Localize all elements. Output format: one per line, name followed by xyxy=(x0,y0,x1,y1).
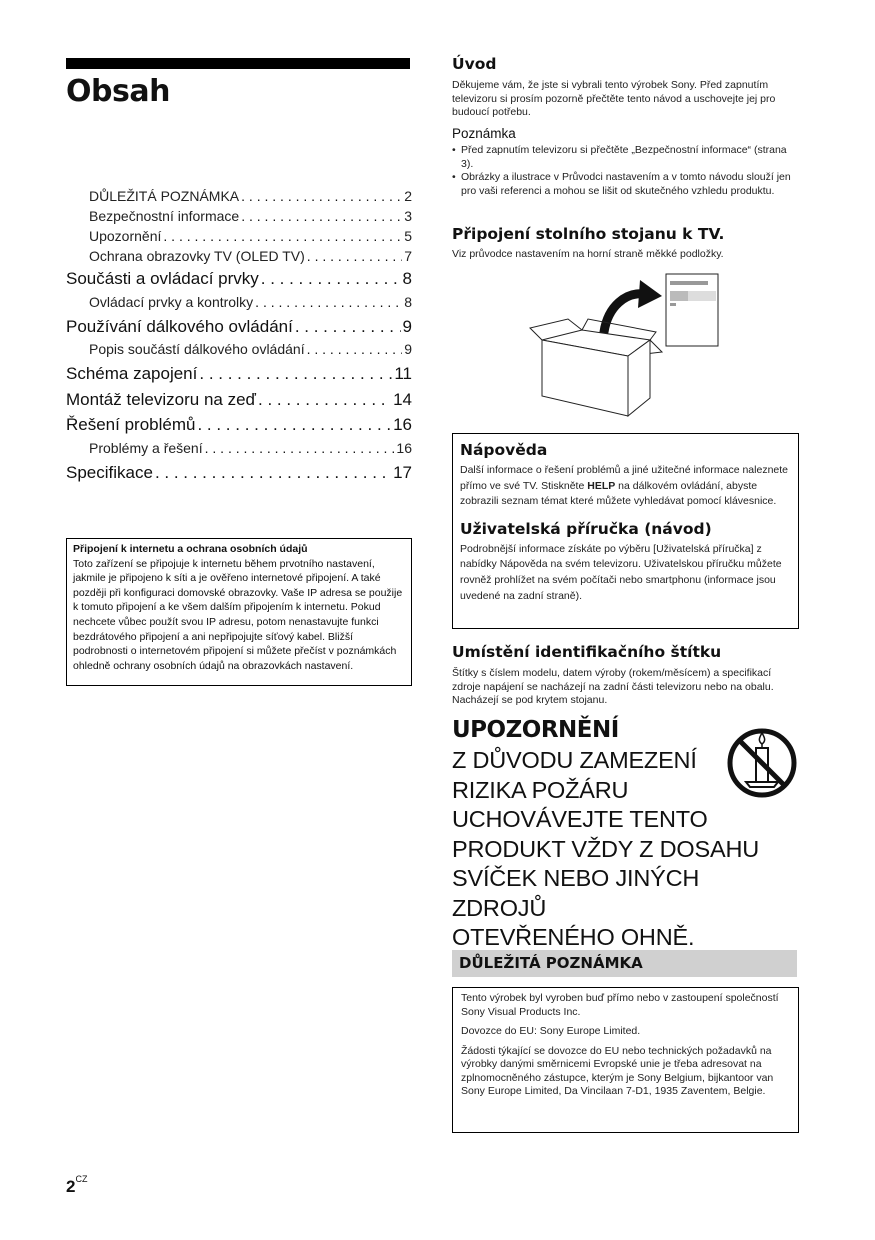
note-list xyxy=(452,144,797,198)
toc-entry-label: Montáž televizoru na zeď xyxy=(66,389,256,409)
warning-heading: UPOZORNĚNÍ xyxy=(452,717,619,743)
warning-line: RIZIKA POŽÁRU xyxy=(452,776,629,803)
toc-entry-page: 16 xyxy=(396,439,412,456)
toc-leader xyxy=(163,226,402,246)
important-note-box xyxy=(452,987,799,1133)
warning-line: SVÍČEK NEBO JINÝCH ZDROJŮ xyxy=(452,865,700,921)
note-item xyxy=(452,171,797,198)
help-text xyxy=(460,463,791,510)
box-setup-guide-illustration xyxy=(528,270,728,423)
toc-entry-page: 7 xyxy=(404,248,412,264)
important-note-paragraph: Dovozce do EU: Sony Europe Limited. xyxy=(461,1025,641,1037)
toc-entry[interactable] xyxy=(66,206,412,226)
toc-entry-label: Schéma zapojení xyxy=(66,364,198,383)
toc-entry[interactable] xyxy=(66,246,412,266)
toc-leader xyxy=(261,266,401,292)
help-box xyxy=(452,433,799,629)
toc-leader xyxy=(295,314,401,340)
toc-entry-label: Součásti a ovládací prvky xyxy=(66,269,259,288)
help-heading: Nápověda xyxy=(460,441,548,459)
toc-leader xyxy=(155,460,391,486)
warning-line: Z DŮVODU ZAMEZENÍ xyxy=(452,747,697,773)
internet-privacy-text: Toto zařízení se připojuje k internetu během prvotního nastavení, jakmile je připojeno k síti a je ověřeno internetové připojení. A také později při konfiguraci domovské obrazovky. Vaše IP adresa se použije k tomuto připojení a ke všem dalším připojením k internetu. Pokud nechcete vůbec použít svou IP adresu, potom nenastavujte funkci bezdrátového připojení a ani nepřipojujte síťový kabel. Bližší podrobnosti o internetovém připojení si můžete přečíst v poznámkách ohledně ochrany osobních údajů na obrazovkách nastavení. xyxy=(73,557,403,672)
stand-text: Viz průvodce nastavením na horní straně měkké podložky. xyxy=(452,248,724,260)
toc-entry[interactable] xyxy=(66,412,412,438)
toc-leader xyxy=(307,246,402,266)
toc-entry-label: Používání dálkového ovládání xyxy=(66,316,293,336)
toc-entry-page: 14 xyxy=(393,389,412,409)
toc-entry-page: 8 xyxy=(404,293,412,310)
heading-rule xyxy=(66,58,410,69)
toc-entry-label: Ovládací prvky a kontrolky xyxy=(89,293,254,310)
note-item xyxy=(452,144,797,171)
help-key-label: HELP xyxy=(587,479,616,492)
note-text: Obrázky a ilustrace v Průvodci nastavením a v tomto návodu slouží jen pro vaši referenci a mohou se lišit od skutečného vzhledu produktu. xyxy=(461,171,791,197)
toc-entry[interactable] xyxy=(66,186,412,206)
page-number xyxy=(66,1174,88,1197)
important-note-heading: DŮLEŽITÁ POZNÁMKA xyxy=(459,954,643,972)
note-heading: Poznámka xyxy=(452,126,516,141)
intro-text: Děkujeme vám, že jste si vybrali tento výrobek Sony. Před zapnutím televizoru si prosím pozorně přečtěte tento návod a uschovejte jej pro budoucí potřebu. xyxy=(452,79,776,119)
toc-entry-label: Specifikace xyxy=(66,462,153,482)
table-of-contents xyxy=(66,186,412,485)
toc-entry-page: 17 xyxy=(393,462,412,482)
toc-entry-page: 11 xyxy=(394,364,412,383)
toc-leader xyxy=(241,186,402,206)
toc-leader xyxy=(258,387,391,413)
bullet-icon: • xyxy=(452,144,456,156)
toc-entry-page: 5 xyxy=(404,228,412,244)
toc-entry-page: 16 xyxy=(393,415,412,434)
warning-line: OTEVŘENÉHO OHNĚ. xyxy=(452,924,695,950)
bullet-icon: • xyxy=(452,171,456,184)
internet-privacy-title: Připojení k internetu a ochrana osobních údajů xyxy=(73,543,308,555)
toc-leader xyxy=(199,361,392,387)
toc-leader xyxy=(255,292,402,312)
help-text-part: na dálkovém ovládání, abyste zobrazili seznam témat které můžete vyhledávat pomocí klávesnice. xyxy=(460,479,777,508)
toc-entry[interactable] xyxy=(66,438,412,458)
toc-entry-label: Upozornění xyxy=(89,228,162,244)
toc-entry-page: 8 xyxy=(402,269,412,288)
page-number-value: 2 xyxy=(66,1177,76,1196)
stand-heading: Připojení stolního stojanu k TV. xyxy=(452,225,725,243)
toc-entry[interactable] xyxy=(66,387,412,413)
toc-entry[interactable] xyxy=(66,361,412,387)
toc-entry-label: Bezpečnostní informace xyxy=(89,208,240,224)
toc-entry-label: Ochrana obrazovky TV (OLED TV) xyxy=(89,248,305,264)
toc-entry-label: Popis součástí dálkového ovládání xyxy=(89,341,305,357)
page-title: Obsah xyxy=(66,74,170,109)
label-location-text: Štítky s číslem modelu, datem výroby (rokem/měsícem) a specifikací zdroje napájení se nacházejí na zadní části televizoru nebo na obalu. Nacházejí se pod krytem stojanu. xyxy=(452,667,774,707)
toc-entry-label: Řešení problémů xyxy=(66,415,196,434)
toc-leader xyxy=(241,206,402,226)
warning-line: UCHOVÁVEJTE TENTO xyxy=(452,806,708,832)
label-location-heading: Umístění identifikačního štítku xyxy=(452,643,722,661)
page-number-suffix: CZ xyxy=(75,1174,88,1185)
toc-entry-page: 9 xyxy=(404,341,412,357)
internet-privacy-box xyxy=(66,538,412,686)
toc-entry-page: 2 xyxy=(404,188,412,204)
manual-text: Podrobnější informace získáte po výběru [Uživatelská příručka] z nabídky Nápověda na svém televizoru. Uživatelskou příručku můžete rovněž prohlížet na svém počítači nebo smartphonu (informace jsou uvedené na zadní straně). xyxy=(460,542,782,602)
toc-leader xyxy=(307,339,403,359)
toc-entry[interactable] xyxy=(66,226,412,246)
toc-entry-label: DŮLEŽITÁ POZNÁMKA xyxy=(89,188,240,204)
toc-entry[interactable] xyxy=(66,339,412,359)
toc-entry-page: 3 xyxy=(404,208,412,224)
toc-entry-label: Problémy a řešení xyxy=(89,439,203,456)
manual-heading: Uživatelská příručka (návod) xyxy=(460,519,712,538)
warning-line: PRODUKT VŽDY Z DOSAHU xyxy=(452,835,760,862)
toc-entry[interactable] xyxy=(66,460,412,486)
toc-entry[interactable] xyxy=(66,266,412,292)
toc-entry[interactable] xyxy=(66,292,412,312)
toc-leader xyxy=(205,438,395,458)
help-text-part: Další informace o řešení problémů a jiné užitečné informace naleznete přímo ve své TV. Stiskněte xyxy=(460,464,789,492)
important-note-paragraph: Tento výrobek byl vyroben buď přímo nebo v zastoupení společností Sony Visual Products Inc. xyxy=(461,992,779,1018)
no-candle-icon xyxy=(726,727,798,804)
toc-leader xyxy=(197,412,391,438)
toc-entry-page: 9 xyxy=(402,316,412,336)
toc-entry[interactable] xyxy=(66,314,412,340)
important-note-paragraph: Žádosti týkající se dovozce do EU nebo technických požadavků na výrobky danými směrnicemi Evropské unie je třeba adresovat na zplnomocněného zástupce, kterým je Sony Belgium, bijkantoor van Sony Europe Limited, Da Vincilaan 7-D1, 1935 Zaventem, Belgie. xyxy=(461,1044,774,1097)
note-text: Před zapnutím televizoru si přečtěte „Bezpečnostní informace“ (strana 3). xyxy=(461,144,787,170)
intro-heading: Úvod xyxy=(452,55,497,73)
